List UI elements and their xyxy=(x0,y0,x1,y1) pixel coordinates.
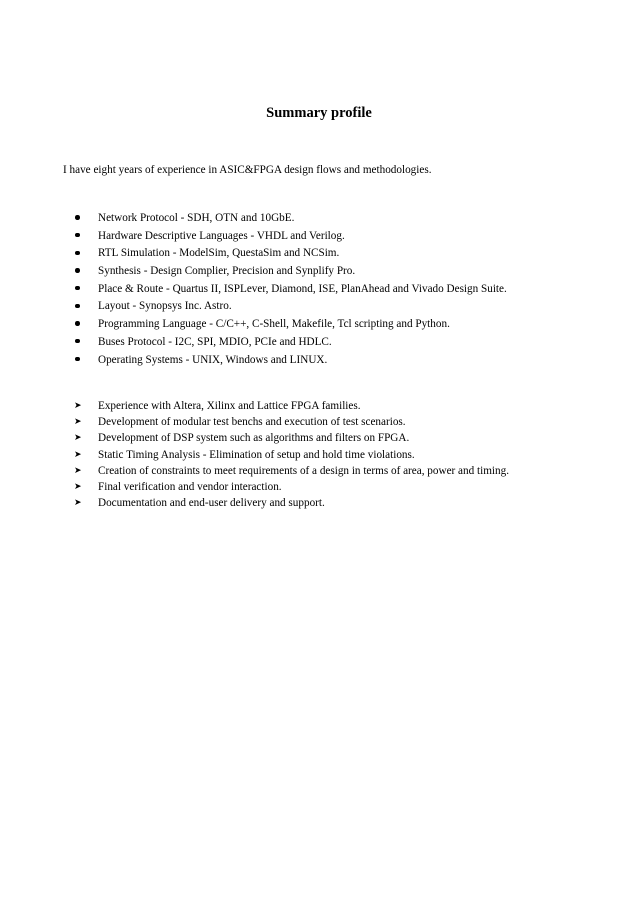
list-item-text: Documentation and end-user delivery and support. xyxy=(98,497,325,510)
bullet-dot-icon xyxy=(75,316,89,334)
bullet-dot-icon xyxy=(75,352,89,370)
list-item-text: Operating Systems - UNIX, Windows and LINUX. xyxy=(98,353,328,366)
list-item-text: Place & Route - Quartus II, ISPLever, Diamond, ISE, PlanAhead and Vivado Design Suite. xyxy=(98,282,507,295)
arrow-bullet-icon: ➤ xyxy=(74,433,82,444)
arrow-bullet-icon: ➤ xyxy=(74,498,82,509)
list-item-text: Synthesis - Design Complier, Precision and Synplify Pro. xyxy=(98,265,356,278)
list-item-text: Layout - Synopsys Inc. Astro. xyxy=(98,300,232,313)
bullet-dot-icon xyxy=(75,228,89,246)
list-item-text: Hardware Descriptive Languages - VHDL and Verilog. xyxy=(98,229,345,242)
arrow-bullet-icon: ➤ xyxy=(74,481,82,492)
arrow-bullet-icon: ➤ xyxy=(74,465,82,476)
bullet-dot-icon xyxy=(75,281,89,299)
list-item-text: Development of DSP system such as algorithms and filters on FPGA. xyxy=(98,432,410,445)
bullet-dot-icon xyxy=(75,334,89,352)
bullet-dot-icon xyxy=(75,263,89,281)
list-item-text: Programming Language - C/C++, C-Shell, Makefile, Tcl scripting and Python. xyxy=(98,318,450,331)
list-item-text: Development of modular test benchs and execution of test scenarios. xyxy=(98,416,406,429)
arrow-bullet-icon: ➤ xyxy=(74,417,82,428)
arrow-bullet-icon: ➤ xyxy=(74,449,82,460)
list-item-text: Final verification and vendor interaction. xyxy=(98,480,282,493)
list-item-text: Static Timing Analysis - Elimination of setup and hold time violations. xyxy=(98,448,415,461)
list-item-text: Network Protocol - SDH, OTN and 10GbE. xyxy=(98,212,295,224)
list-item-text: Buses Protocol - I2C, SPI, MDIO, PCIe and HDLC. xyxy=(98,335,332,348)
list-item-text: Experience with Altera, Xilinx and Lattice FPGA families. xyxy=(98,400,361,412)
intro-paragraph: I have eight years of experience in ASIC&FPGA design flows and methodologies. xyxy=(63,164,432,176)
list-item-text: RTL Simulation - ModelSim, QuestaSim and NCSim. xyxy=(98,247,340,260)
list-item-text: Creation of constraints to meet requirements of a design in terms of area, power and timing. xyxy=(98,464,510,477)
bullet-dot-icon xyxy=(75,210,89,228)
page-title: Summary profile xyxy=(266,105,372,121)
bullet-dot-icon xyxy=(75,298,89,316)
bullet-dot-icon xyxy=(75,245,89,263)
arrow-bullet-icon: ➤ xyxy=(74,401,82,411)
